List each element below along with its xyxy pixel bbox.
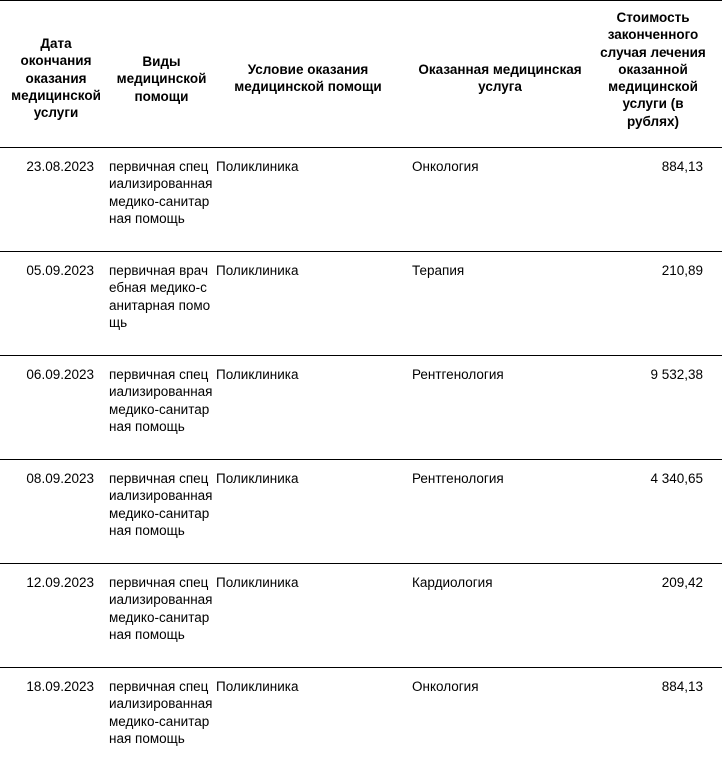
row-cost: 884,13 xyxy=(661,159,703,174)
row-care-type: первичная специализированная медико-санитарная помощь xyxy=(109,575,213,642)
row-date: 18.09.2023 xyxy=(26,679,94,694)
header-condition: Условие оказания медицинской помощи xyxy=(234,62,382,95)
table-row xyxy=(0,668,722,772)
row-cost: 209,42 xyxy=(661,575,703,590)
row-care-type: первичная специализированная медико-санитарная помощь xyxy=(109,367,213,434)
row-date: 06.09.2023 xyxy=(26,367,94,382)
header-service: Оказанная медицинская услуга xyxy=(418,62,582,95)
row-care-type: первичная специализированная медико-санитарная помощь xyxy=(109,471,213,538)
row-condition: Поликлиника xyxy=(216,471,299,486)
table-header xyxy=(0,0,722,148)
header-care-type: Виды медицинской помощи xyxy=(116,54,207,104)
row-date: 23.08.2023 xyxy=(26,159,94,174)
row-condition: Поликлиника xyxy=(216,263,299,278)
table-row xyxy=(0,148,722,252)
table-row xyxy=(0,252,722,356)
row-service: Рентгенология xyxy=(412,367,504,382)
row-date: 08.09.2023 xyxy=(26,471,94,486)
table-row xyxy=(0,460,722,564)
row-cost: 9 532,38 xyxy=(650,367,703,382)
row-condition: Поликлиника xyxy=(216,367,299,382)
row-cost: 884,13 xyxy=(661,679,703,694)
row-date: 05.09.2023 xyxy=(26,263,94,278)
header-cost: Стоимость законченного случая лечения оказанной медицинской услуги (в рублях) xyxy=(600,10,706,129)
row-condition: Поликлиника xyxy=(216,575,299,590)
row-date: 12.09.2023 xyxy=(26,575,94,590)
table-row xyxy=(0,356,722,460)
row-care-type: первичная специализированная медико-санитарная помощь xyxy=(109,679,213,746)
row-service: Онкология xyxy=(412,679,479,694)
row-care-type: первичная врачебная медико-санитарная помощь xyxy=(109,263,211,330)
row-care-type: первичная специализированная медико-санитарная помощь xyxy=(109,159,213,226)
row-service: Кардиология xyxy=(412,575,493,590)
row-service: Терапия xyxy=(412,263,465,278)
row-cost: 210,89 xyxy=(661,263,703,278)
row-service: Рентгенология xyxy=(412,471,504,486)
row-condition: Поликлиника xyxy=(216,679,299,694)
header-date: Дата окончания оказания медицинской услуги xyxy=(11,36,101,121)
row-cost: 4 340,65 xyxy=(650,471,703,486)
table-row xyxy=(0,564,722,668)
row-condition: Поликлиника xyxy=(216,159,299,174)
row-service: Онкология xyxy=(412,159,479,174)
